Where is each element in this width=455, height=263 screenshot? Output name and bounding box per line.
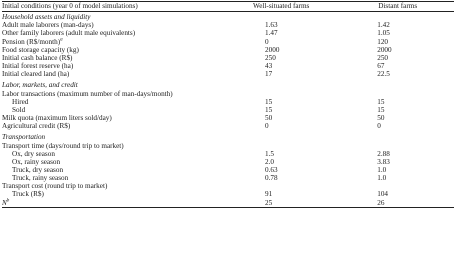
row-label: Initial cash balance (R$) bbox=[2, 53, 73, 62]
row-label-cell bbox=[2, 90, 181, 98]
well-situated-value: 0.78 bbox=[265, 174, 278, 183]
row-label: Ox, dry season bbox=[12, 149, 55, 158]
row-label-cell bbox=[2, 38, 181, 46]
table-row bbox=[2, 29, 454, 37]
distant-value: 15 bbox=[377, 97, 385, 106]
table-body bbox=[2, 12, 454, 208]
section-title: Transportation bbox=[2, 133, 46, 142]
row-label-cell bbox=[2, 29, 181, 37]
section-title: Household assets and liquidity bbox=[2, 13, 91, 22]
row-label-cell bbox=[2, 98, 181, 106]
table-row bbox=[2, 122, 454, 130]
row-label: Food storage capacity (kg) bbox=[2, 45, 79, 54]
distant-value: 50 bbox=[377, 114, 385, 123]
row-label-cell bbox=[2, 166, 181, 174]
section-header-row bbox=[2, 130, 454, 141]
table-row bbox=[2, 21, 454, 29]
distant-value bbox=[354, 142, 454, 150]
well-situated-value bbox=[181, 142, 354, 150]
distant-value bbox=[354, 90, 454, 98]
row-label-cell bbox=[2, 106, 181, 114]
distant-value: 1.0 bbox=[377, 165, 387, 174]
table-row bbox=[2, 142, 454, 150]
table-row bbox=[2, 90, 454, 98]
distant-value: 250 bbox=[377, 53, 388, 62]
row-label: Agricultural credit (R$) bbox=[2, 122, 71, 131]
distant-value: 120 bbox=[377, 37, 388, 46]
header-distant-farms: Distant farms bbox=[378, 2, 418, 10]
table-row bbox=[2, 158, 454, 166]
distant-value: 67 bbox=[377, 62, 385, 71]
table-row bbox=[2, 98, 454, 106]
well-situated-value: 15 bbox=[265, 105, 273, 114]
distant-value: 26 bbox=[377, 198, 385, 207]
row-label-cell bbox=[2, 174, 181, 182]
row-label: Milk quota (maximum liters sold/day) bbox=[2, 114, 112, 123]
table-row bbox=[2, 54, 454, 62]
distant-value: 22.5 bbox=[377, 70, 390, 79]
row-label: Ox, rainy season bbox=[12, 157, 61, 166]
well-situated-value bbox=[181, 90, 354, 98]
row-label: Pension (R$/month) bbox=[2, 37, 61, 46]
distant-value: 3.83 bbox=[377, 157, 390, 166]
table-row bbox=[2, 38, 454, 46]
row-label-cell bbox=[2, 182, 181, 190]
section-title: Labor, markets, and credit bbox=[2, 81, 78, 90]
row-label: Truck, dry season bbox=[12, 165, 64, 174]
distant-value: 1.42 bbox=[377, 21, 390, 30]
table-row bbox=[2, 46, 454, 54]
section-header-row bbox=[2, 78, 454, 89]
well-situated-value: 1.63 bbox=[265, 21, 278, 30]
distant-value: 104 bbox=[377, 190, 388, 199]
row-label: Sold bbox=[12, 105, 26, 114]
well-situated-value: 2000 bbox=[265, 45, 280, 54]
header-row bbox=[2, 2, 454, 12]
well-situated-value: 43 bbox=[265, 62, 273, 71]
row-label-cell bbox=[2, 62, 181, 70]
section-header-row bbox=[2, 12, 454, 22]
table-header bbox=[2, 2, 454, 12]
table-row bbox=[2, 166, 454, 174]
row-label: Labor transactions (maximum number of man-days/month) bbox=[2, 89, 173, 98]
table-row bbox=[2, 199, 454, 208]
conditions-table bbox=[2, 1, 454, 208]
distant-value: 2.88 bbox=[377, 149, 390, 158]
row-label: Transport cost (round trip to market) bbox=[2, 182, 108, 191]
header-well-situated-farms: Well-situated farms bbox=[253, 2, 310, 10]
distant-value: 15 bbox=[377, 105, 385, 114]
table-row bbox=[2, 182, 454, 190]
distant-value bbox=[354, 182, 454, 190]
row-label: Initial forest reserve (ha) bbox=[2, 62, 74, 71]
well-situated-value: 50 bbox=[265, 114, 273, 123]
row-label-cell bbox=[2, 150, 181, 158]
well-situated-value: 2.0 bbox=[265, 157, 275, 166]
row-label-cell bbox=[2, 122, 181, 130]
well-situated-value: 250 bbox=[265, 53, 276, 62]
row-label: Adult male laborers (man-days) bbox=[2, 21, 94, 30]
well-situated-value: 1.47 bbox=[265, 29, 278, 38]
row-label-cell bbox=[2, 190, 181, 198]
distant-value: 2000 bbox=[377, 45, 392, 54]
distant-value: 1.0 bbox=[377, 174, 387, 183]
footnote-marker: b bbox=[6, 198, 10, 204]
row-label: Initial cleared land (ha) bbox=[2, 70, 70, 79]
row-label-cell bbox=[2, 21, 181, 29]
row-label-cell bbox=[2, 199, 181, 208]
well-situated-value: 1.5 bbox=[265, 149, 275, 158]
distant-value: 1.05 bbox=[377, 29, 390, 38]
header-initial-conditions: Initial conditions (year 0 of model simulations) bbox=[2, 2, 138, 10]
row-label: Transport time (days/round trip to market) bbox=[2, 141, 124, 150]
table-row bbox=[2, 62, 454, 70]
table-row bbox=[2, 70, 454, 78]
well-situated-value: 0.63 bbox=[265, 165, 278, 174]
row-label-cell bbox=[2, 54, 181, 62]
table-row bbox=[2, 190, 454, 198]
table-row bbox=[2, 114, 454, 122]
well-situated-value bbox=[181, 182, 354, 190]
well-situated-value: 0 bbox=[265, 122, 269, 131]
well-situated-value: 15 bbox=[265, 97, 273, 106]
well-situated-value: 0 bbox=[265, 37, 269, 46]
row-label-cell bbox=[2, 158, 181, 166]
row-label: N bbox=[2, 198, 7, 207]
row-label: Truck (R$) bbox=[12, 190, 44, 199]
row-label: Truck, rainy season bbox=[12, 174, 69, 183]
well-situated-value: 17 bbox=[265, 70, 273, 79]
well-situated-value: 25 bbox=[265, 198, 273, 207]
row-label-cell bbox=[2, 70, 181, 78]
footnote-marker: a bbox=[60, 37, 63, 43]
table-row bbox=[2, 106, 454, 114]
well-situated-value: 91 bbox=[265, 190, 273, 199]
distant-value: 0 bbox=[377, 122, 381, 131]
row-label: Hired bbox=[12, 97, 29, 106]
row-label-cell bbox=[2, 114, 181, 122]
row-label-cell bbox=[2, 142, 181, 150]
row-label-cell bbox=[2, 46, 181, 54]
row-label: Other family laborers (adult male equivalents) bbox=[2, 29, 136, 38]
table-row bbox=[2, 174, 454, 182]
table-row bbox=[2, 150, 454, 158]
